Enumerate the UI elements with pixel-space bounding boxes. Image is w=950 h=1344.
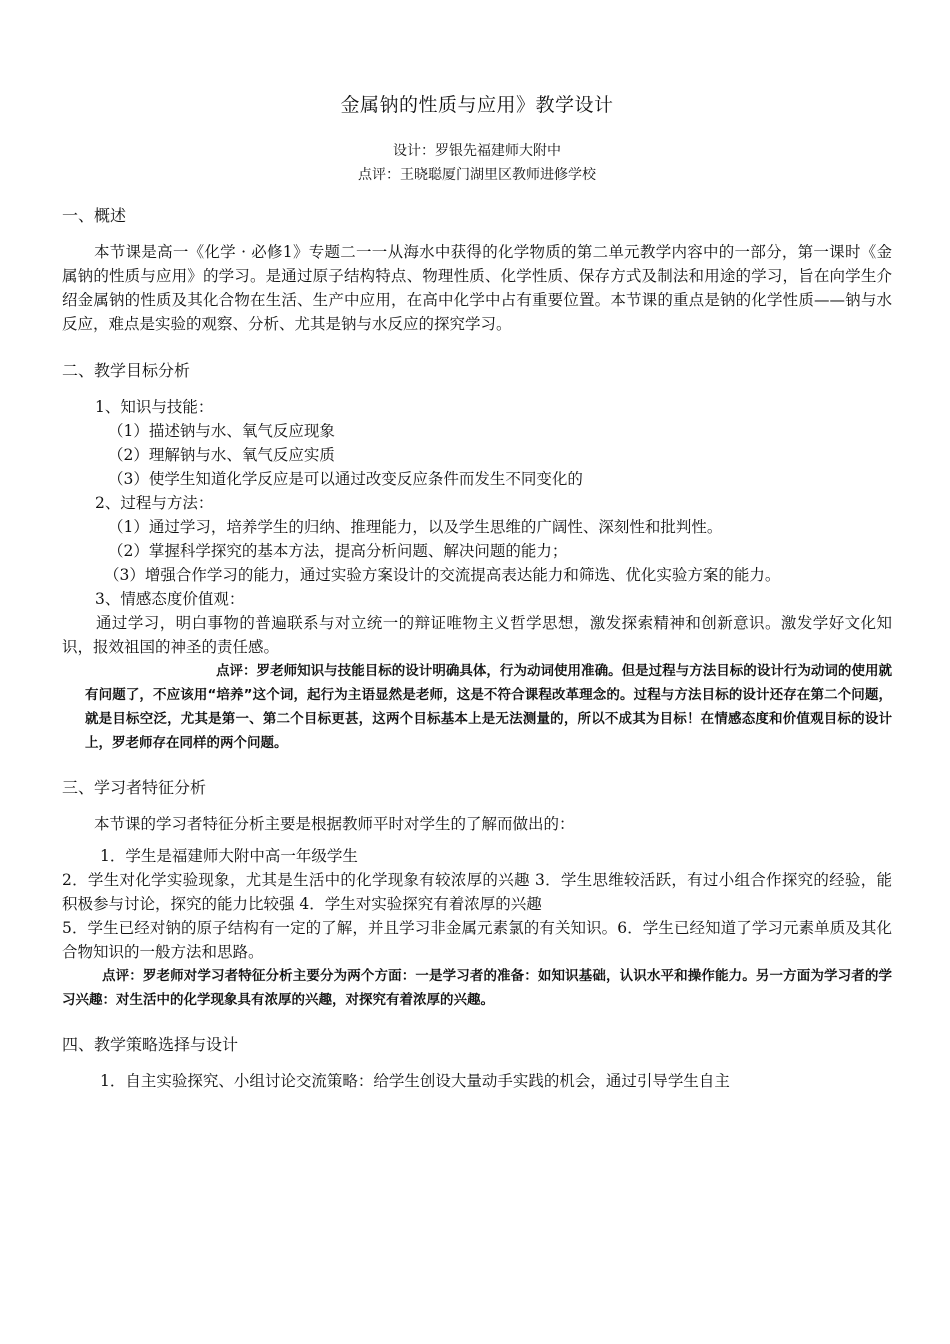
process-item-3: （3）增强合作学习的能力，通过实验方案设计的交流提高表达能力和筛选、优化实验方案的能力。 xyxy=(104,566,781,584)
knowledge-title: 1、知识与技能： xyxy=(95,398,214,416)
process-title: 2、过程与方法： xyxy=(95,494,214,512)
reviewer-line: 点评：王晓聪厦门湖里区教师进修学校 xyxy=(358,167,596,183)
knowledge-item-1: （1）描述钠与水、氧气反应现象 xyxy=(108,422,335,440)
section-heading-learners: 三、学习者特征分析 xyxy=(62,778,207,797)
document-page xyxy=(62,90,892,1093)
attitude-title: 3、情感态度价值观： xyxy=(95,590,245,608)
knowledge-item-3: （3）使学生知道化学反应是可以通过改变反应条件而发生不同变化的 xyxy=(108,470,583,488)
strategy-item-1: 1．自主实验探究、小组讨论交流策略：给学生创设大量动手实践的机会，通过引导学生自主 xyxy=(100,1072,730,1090)
objectives-comment: 点评：罗老师知识与技能目标的设计明确具体，行为动词使用准确。但是过程与方法目标的设计行为动词的使用就有问题了，不应该用“培养”这个词，起行为主语显然是老师，这是不符合课程改革理念的。过程与方法目标的设计还存在第二个问题，就是目标空泛，尤其是第一、第二个目标更甚，这两个目标基本上是无法测量的，所以不成其为目标！在情感态度和价值观目标的设计上，罗老师存在同样的两个问题。 xyxy=(85,663,892,751)
knowledge-item-2: （2）理解钠与水、氧气反应实质 xyxy=(108,446,335,464)
objectives-block xyxy=(62,395,892,659)
designer-line: 设计：罗银先福建师大附中 xyxy=(393,143,561,159)
process-item-1: （1）通过学习，培养学生的归纳、推理能力，以及学生思维的广阔性、深刻性和批判性。 xyxy=(108,518,723,536)
attitude-item-1: 通过学习，明白事物的普遍联系与对立统一的辩证唯物主义哲学思想，激发探索精神和创新意识。激发学好文化知识，报效祖国的神圣的责任感。 xyxy=(62,614,892,656)
section-heading-overview: 一、概述 xyxy=(62,206,127,225)
learner-item-2: 2．学生对化学实验现象，尤其是生活中的化学现象有较浓厚的兴趣 3．学生思维较活跃，有过小组合作探究的经验，能积极参与讨论，探究的能力比较强 4．学生对实验探究有着浓厚的兴趣 xyxy=(62,871,892,913)
learners-intro: 本节课的学习者特征分析主要是根据教师平时对学生的了解而做出的： xyxy=(94,815,575,833)
learner-item-3: 5．学生已经对钠的原子结构有一定的了解，并且学习非金属元素氯的有关知识。6．学生已经知道了学习元素单质及其化合物知识的一般方法和思路。 xyxy=(62,919,892,961)
author-info xyxy=(62,139,892,187)
document-title: 金属钠的性质与应用》教学设计 xyxy=(340,94,614,116)
learner-item-1: 1．学生是福建师大附中高一年级学生 xyxy=(100,847,358,865)
section-heading-objectives: 二、教学目标分析 xyxy=(62,361,191,380)
overview-paragraph: 本节课是高一《化学 · 必修1》专题二一一从海水中获得的化学物质的第二单元教学内容中的一部分，第一课时《金属钠的性质与应用》的学习。是通过原子结构特点、物理性质、化学性质、保存方式及制法和用途的学习，旨在向学生介绍金属钠的性质及其化合物在生活、生产中应用，在高中化学中占有重要位置。本节课的重点是钠的化学性质——钠与水反应，难点是实验的观察、分析、尤其是钠与水反应的探究学习。 xyxy=(62,243,892,333)
process-item-2: （2）掌握科学探究的基本方法，提高分析问题、解决问题的能力； xyxy=(108,542,568,560)
learners-comment: 点评：罗老师对学习者特征分析主要分为两个方面：一是学习者的准备：如知识基础，认识水平和操作能力。另一方面为学习者的学习兴趣：对生活中的化学现象具有浓厚的兴趣，对探究有着浓厚的兴趣。 xyxy=(62,968,892,1008)
section-heading-strategy: 四、教学策略选择与设计 xyxy=(62,1035,239,1054)
